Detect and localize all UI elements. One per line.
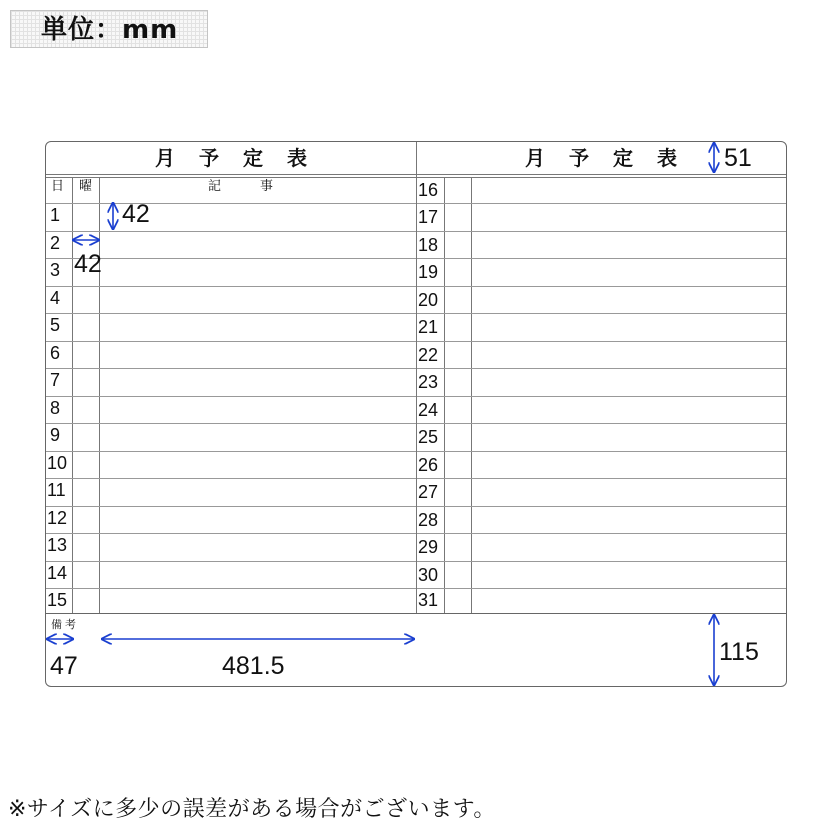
day-7: 7 (50, 370, 61, 390)
dim-column-width: 42 (74, 250, 102, 278)
dim-row-height: 42 (122, 200, 150, 228)
day-24: 24 (418, 400, 439, 420)
day-14: 14 (47, 563, 68, 583)
footnote: ※サイズに多少の誤差がある場合がございます。 (8, 797, 496, 822)
day-22: 22 (418, 345, 439, 365)
day-18: 18 (418, 235, 439, 255)
day-9: 9 (50, 425, 61, 445)
day-11: 11 (47, 480, 66, 500)
dim-remarks-length: 481.5 (222, 652, 285, 680)
day-15: 15 (47, 590, 68, 610)
day-30: 30 (418, 565, 439, 585)
header-weekday: 曜 (79, 179, 93, 194)
day-13: 13 (47, 535, 68, 555)
day-12: 12 (47, 508, 68, 528)
day-10: 10 (47, 453, 68, 473)
dim-remarks-column: 47 (50, 652, 78, 680)
remarks-label: 備考 (51, 618, 79, 631)
day-6: 6 (50, 343, 61, 363)
title-right: 月予定表 (525, 146, 701, 170)
day-26: 26 (418, 455, 439, 475)
day-20: 20 (418, 290, 439, 310)
dim-header-height: 51 (724, 144, 752, 172)
day-4: 4 (50, 288, 61, 308)
day-27: 27 (418, 482, 439, 502)
day-28: 28 (418, 510, 439, 530)
day-5: 5 (50, 315, 61, 335)
day-31: 31 (418, 590, 439, 610)
day-19: 19 (418, 262, 439, 282)
day-23: 23 (418, 372, 439, 392)
header-note: 記 事 (208, 179, 274, 194)
day-2: 2 (50, 233, 61, 253)
day-1: 1 (50, 205, 61, 225)
day-29: 29 (418, 537, 439, 557)
day-17: 17 (418, 207, 439, 227)
day-21: 21 (418, 317, 439, 337)
day-8: 8 (50, 398, 61, 418)
day-3: 3 (50, 260, 61, 280)
unit-label: 単位：mm (10, 10, 208, 48)
header-day: 日 (51, 179, 65, 194)
title-left: 月予定表 (155, 146, 331, 170)
day-16: 16 (418, 180, 439, 200)
dim-remarks-height: 115 (719, 638, 759, 666)
day-25: 25 (418, 427, 439, 447)
